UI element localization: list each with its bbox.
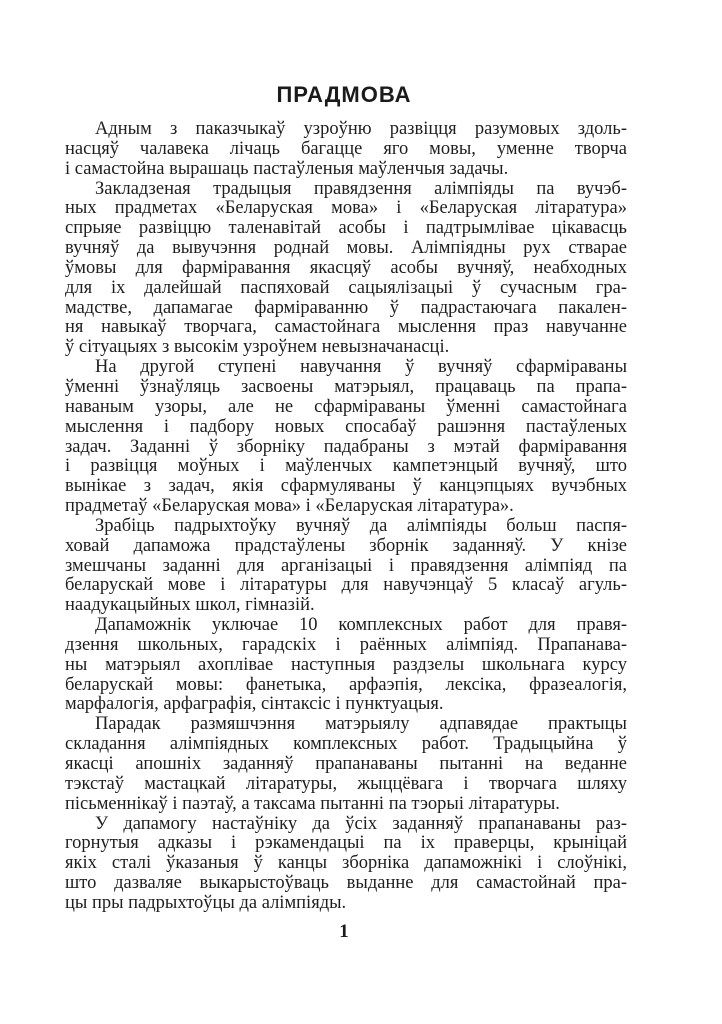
paragraph — [65, 815, 627, 914]
text-line: пісьменнікаў і паэтаў, а таксама пытанні па тэорыі літаратуры. — [65, 793, 560, 814]
text-line: і развіцця моўных і маўленчых кампетэнцый вучняў, што — [65, 456, 627, 477]
text-line: якасці апошніх заданняў прапанаваны пытанні на веданне — [65, 754, 627, 774]
text-line: На другой ступені навучання ў вучняў сфарміраваны — [95, 357, 627, 378]
text-line: ховай дапаможа прадстаўлены зборнік заданняў. У кнізе — [65, 535, 627, 556]
text-line: мадстве, дапамагае фарміраванню ў падрастаючага пакален- — [65, 297, 627, 318]
text-line: што дазваляе выкарыстоўваць выданне для самастойнай пра- — [65, 873, 627, 894]
page-number: 1 — [339, 921, 349, 942]
text-line: цы пры падрыхтоўцы да алімпіяды. — [65, 892, 347, 913]
text-line: наадукацыйных школ, гімназій. — [65, 595, 315, 616]
text-line: горнутыя адказы і рэкамендацыі па іх праверцы, крыніцай — [65, 833, 627, 854]
text-line: дзення школьных, гарадскіх і раённых алімпіяд. Прапанава- — [65, 634, 627, 655]
text-line: Зрабіць падрыхтоўку вучняў да алімпіяды больш паспя- — [95, 515, 627, 536]
text-line: ў сітуацыях з высокім узроўнем невызначанасці. — [65, 337, 450, 358]
text-line: вучняў да вывучэння роднай мовы. Алімпіядны рух стварае — [65, 238, 627, 259]
text-line: вынікае з задач, якія сфармуляваны ў канцэпцыях вучэбных — [65, 476, 627, 497]
text-line: і самастойна вырашаць пастаўленыя маўленчыя задачы. — [65, 158, 509, 179]
text-line: насцяў чалавека лічаць багацце яго мовы, уменне творча — [65, 138, 627, 159]
text-line: У дапамогу настаўніку да ўсіх заданняў прапанаваны раз- — [95, 813, 627, 834]
paragraph — [65, 517, 627, 616]
text-line: тэкстаў мастацкай літаратуры, жыццёвага і творчага шляху — [65, 773, 627, 794]
text-line: наваным узоры, але не сфарміраваны ўменні самастойнага — [65, 396, 627, 417]
text-line: Адным з паказчыкаў узроўню развіцця разумовых здоль- — [95, 119, 627, 139]
text-line: беларускай мове і літаратуры для навучэнцаў 5 класаў агуль- — [65, 575, 627, 596]
text-line: ўменні ўзнаўляць засвоены матэрыял, працаваць па прапа- — [65, 376, 627, 397]
text-line: беларускай мовы: фанетыка, арфаэпія, лексіка, фразеалогія, — [65, 674, 627, 695]
text-line: ня навыкаў творчага, самастойнага мыслення праз навучанне — [65, 317, 627, 338]
text-line: складання алімпіядных комплексных работ. Традыцыйна ў — [65, 734, 627, 755]
text-line: змешчаны заданні для арганізацыі і правядзення алімпіяд па — [65, 555, 627, 576]
preface-text — [65, 120, 627, 914]
text-line: якіх сталі ўказаныя ў канцы зборніка дапаможнікі і слоўнікі, — [65, 853, 627, 874]
text-line: ны матэрыял ахоплівае наступныя раздзелы школьнага курсу — [65, 654, 627, 675]
page-title: ПРАДМОВА — [276, 82, 412, 107]
text-line: прадметаў «Беларуская мова» і «Беларуская літаратура». — [65, 496, 514, 517]
paragraph — [65, 120, 627, 180]
paragraph — [65, 358, 627, 517]
text-line: для іх далейшай паспяховай сацыялізацыі ў сучасным гра- — [65, 277, 627, 298]
paragraph — [65, 616, 627, 715]
text-line: ных прадметах «Беларуская мова» і «Беларуская літаратура» — [65, 198, 627, 219]
text-line: задач. Заданні ў зборніку падабраны з мэтай фарміравання — [65, 436, 627, 457]
paragraph — [65, 715, 627, 814]
text-line: Дапаможнік уключае 10 комплексных работ для правя- — [95, 615, 627, 636]
text-line: мыслення і падбору новых спосабаў рашэння пастаўленых — [65, 416, 627, 437]
text-line: Парадак размяшчэння матэрыялу адпавядае практыцы — [95, 714, 627, 735]
text-line: марфалогія, арфаграфія, сінтаксіс і пунктуацыя. — [65, 694, 444, 715]
text-line: Закладзеная традыцыя правядзення алімпіяды па вучэб- — [95, 178, 627, 199]
text-line: спрыяе развіццю таленавітай асобы і падтрымлівае цікавасць — [65, 218, 627, 239]
text-line: ўмовы для фарміравання якасцяў асобы вучняў, неабходных — [65, 257, 627, 278]
paragraph — [65, 180, 627, 359]
